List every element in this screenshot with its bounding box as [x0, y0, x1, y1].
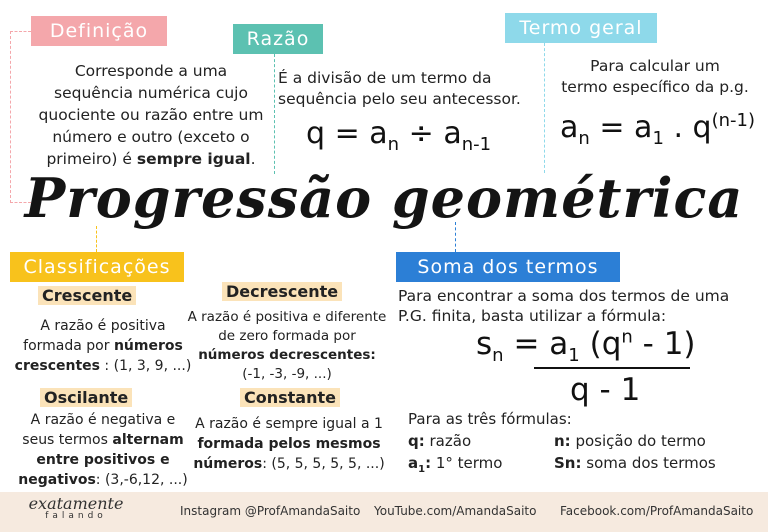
crescente-label: Crescente	[38, 286, 136, 305]
oscilante-emphasis: entre positivos e	[36, 452, 170, 468]
crescente-line: A razão é positiva	[40, 318, 166, 334]
crescente-text	[14, 316, 192, 376]
constante-line: A razão é sempre igual a 1	[195, 416, 383, 432]
legend-key: n:	[554, 432, 571, 450]
decrescente-line	[184, 346, 390, 365]
constante-emphasis: formada pelos mesmos	[197, 436, 381, 452]
legend-title: Para as três fórmulas:	[408, 410, 572, 428]
constante-example: : (5, 5, 5, 5, 5, ...)	[262, 456, 385, 472]
soma-line: Para encontrar a soma dos termos de uma	[398, 287, 730, 305]
formula-minus-one: - 1)	[632, 326, 696, 362]
definicao-text-plain: primeiro) é	[46, 150, 137, 168]
razao-tag: Razão	[233, 24, 323, 54]
razao-text	[278, 68, 528, 110]
formula-subscript: n	[387, 134, 400, 155]
instagram-link[interactable]: Instagram @ProfAmandaSaito	[180, 504, 361, 518]
oscilante-line	[10, 470, 196, 490]
legend-desc: razão	[424, 432, 472, 450]
formula-equals: =	[334, 116, 360, 151]
soma-tag: Soma dos termos	[396, 252, 620, 282]
decrescente-heading	[222, 282, 342, 301]
decrescente-text	[184, 308, 390, 384]
formula-superscript: n	[621, 326, 633, 348]
formula-a: a	[634, 110, 653, 145]
brand-top: exatamente	[28, 494, 124, 513]
definicao-text	[34, 60, 268, 170]
formula-a: a	[443, 116, 462, 151]
connector-termo-geral	[544, 43, 545, 173]
oscilante-line	[10, 450, 196, 470]
formula-q: q	[601, 326, 622, 362]
oscilante-heading	[40, 388, 132, 407]
crescente-heading	[38, 286, 136, 305]
oscilante-text-plain: seus termos	[22, 432, 113, 448]
legend-subscript: 1	[418, 464, 426, 475]
legend-desc: 1° termo	[431, 454, 503, 472]
crescente-text-plain: formada por	[23, 338, 114, 354]
razao-line: É a divisão de um termo da	[278, 69, 492, 87]
footer	[0, 492, 768, 532]
classificacoes-tag: Classificações	[10, 252, 184, 282]
crescente-example: : (1, 3, 9, ...)	[99, 358, 192, 374]
oscilante-line: A razão é negativa e	[30, 412, 176, 428]
definicao-line: sequência numérica cujo	[54, 84, 248, 102]
formula-subscript: n-1	[461, 134, 492, 155]
oscilante-emphasis: alternam	[112, 432, 184, 448]
formula-q: q	[692, 110, 712, 145]
termo-geral-text	[548, 56, 762, 98]
termo-geral-formula	[560, 110, 755, 149]
constante-text	[188, 414, 390, 474]
decrescente-emphasis: números decrescentes:	[198, 347, 376, 363]
legend-q	[408, 432, 471, 450]
soma-line: P.G. finita, basta utilizar a fórmula:	[398, 307, 667, 325]
oscilante-label: Oscilante	[40, 388, 132, 407]
legend-a1	[408, 454, 502, 475]
decrescente-line: A razão é positiva e diferente	[187, 309, 387, 325]
crescente-emphasis: números	[113, 338, 183, 354]
definicao-line: Corresponde a uma	[74, 62, 228, 80]
constante-label: Constante	[240, 388, 340, 407]
decrescente-label: Decrescente	[222, 282, 342, 301]
definicao-line: quociente ou razão entre um	[38, 106, 264, 124]
legend-desc: soma dos termos	[581, 454, 716, 472]
legend-key: a	[408, 454, 419, 472]
constante-emphasis: números	[193, 456, 263, 472]
termo-geral-line: termo específico da p.g.	[561, 78, 749, 96]
soma-formula-denominator: q - 1	[570, 372, 641, 408]
youtube-link[interactable]: YouTube.com/AmandaSaito	[374, 504, 537, 518]
soma-text	[398, 286, 758, 326]
formula-s: s	[476, 326, 493, 362]
decrescente-example: (-1, -3, -9, ...)	[242, 366, 332, 382]
definicao-tag: Definição	[31, 16, 167, 46]
formula-paren: (	[589, 326, 602, 362]
constante-line	[188, 434, 390, 454]
legend-n	[554, 432, 706, 450]
constante-line	[188, 454, 390, 474]
fraction-bar	[534, 367, 690, 369]
oscilante-emphasis: negativos	[18, 472, 96, 488]
legend-desc: posição do termo	[570, 432, 706, 450]
formula-equals: =	[599, 110, 625, 145]
oscilante-line	[10, 430, 196, 450]
legend-key: Sn:	[554, 454, 582, 472]
crescente-line	[14, 356, 192, 376]
formula-divide: ÷	[408, 116, 434, 151]
crescente-emphasis: crescentes	[14, 358, 100, 374]
oscilante-text	[10, 410, 196, 490]
formula-superscript: (n-1)	[711, 110, 755, 131]
legend-sn	[554, 454, 716, 472]
termo-geral-line: Para calcular um	[590, 57, 720, 75]
decrescente-line: de zero formada por	[218, 328, 356, 344]
formula-a: a	[560, 110, 579, 145]
connector-razao	[274, 54, 275, 174]
formula-q: q	[306, 116, 326, 151]
crescente-line	[14, 336, 192, 356]
oscilante-example: : (3,-6,12, ...)	[95, 472, 188, 488]
formula-a: a	[369, 116, 388, 151]
facebook-link[interactable]: Facebook.com/ProfAmandaSaito	[560, 504, 754, 518]
formula-equals: =	[513, 326, 540, 362]
razao-line: sequência pelo seu antecessor.	[278, 90, 521, 108]
soma-formula-numerator	[476, 326, 696, 366]
legend-key-suffix: :	[425, 454, 432, 472]
formula-subscript: n	[492, 345, 504, 367]
formula-subscript: 1	[568, 345, 580, 367]
termo-geral-tag: Termo geral	[505, 13, 657, 43]
page-title: Progressão geométrica	[24, 166, 744, 230]
definicao-line: número e outro (exceto o	[52, 128, 250, 146]
legend-key: q:	[408, 432, 425, 450]
definicao-period: .	[250, 150, 256, 168]
formula-dot: .	[673, 110, 683, 145]
brand-bottom: falando	[45, 511, 107, 521]
formula-a: a	[549, 326, 569, 362]
razao-formula	[306, 116, 491, 155]
formula-subscript: n	[578, 128, 590, 149]
constante-heading	[240, 388, 340, 407]
definicao-emphasis: sempre igual	[136, 150, 251, 168]
brand-logo	[16, 494, 136, 521]
formula-subscript: 1	[652, 128, 664, 149]
